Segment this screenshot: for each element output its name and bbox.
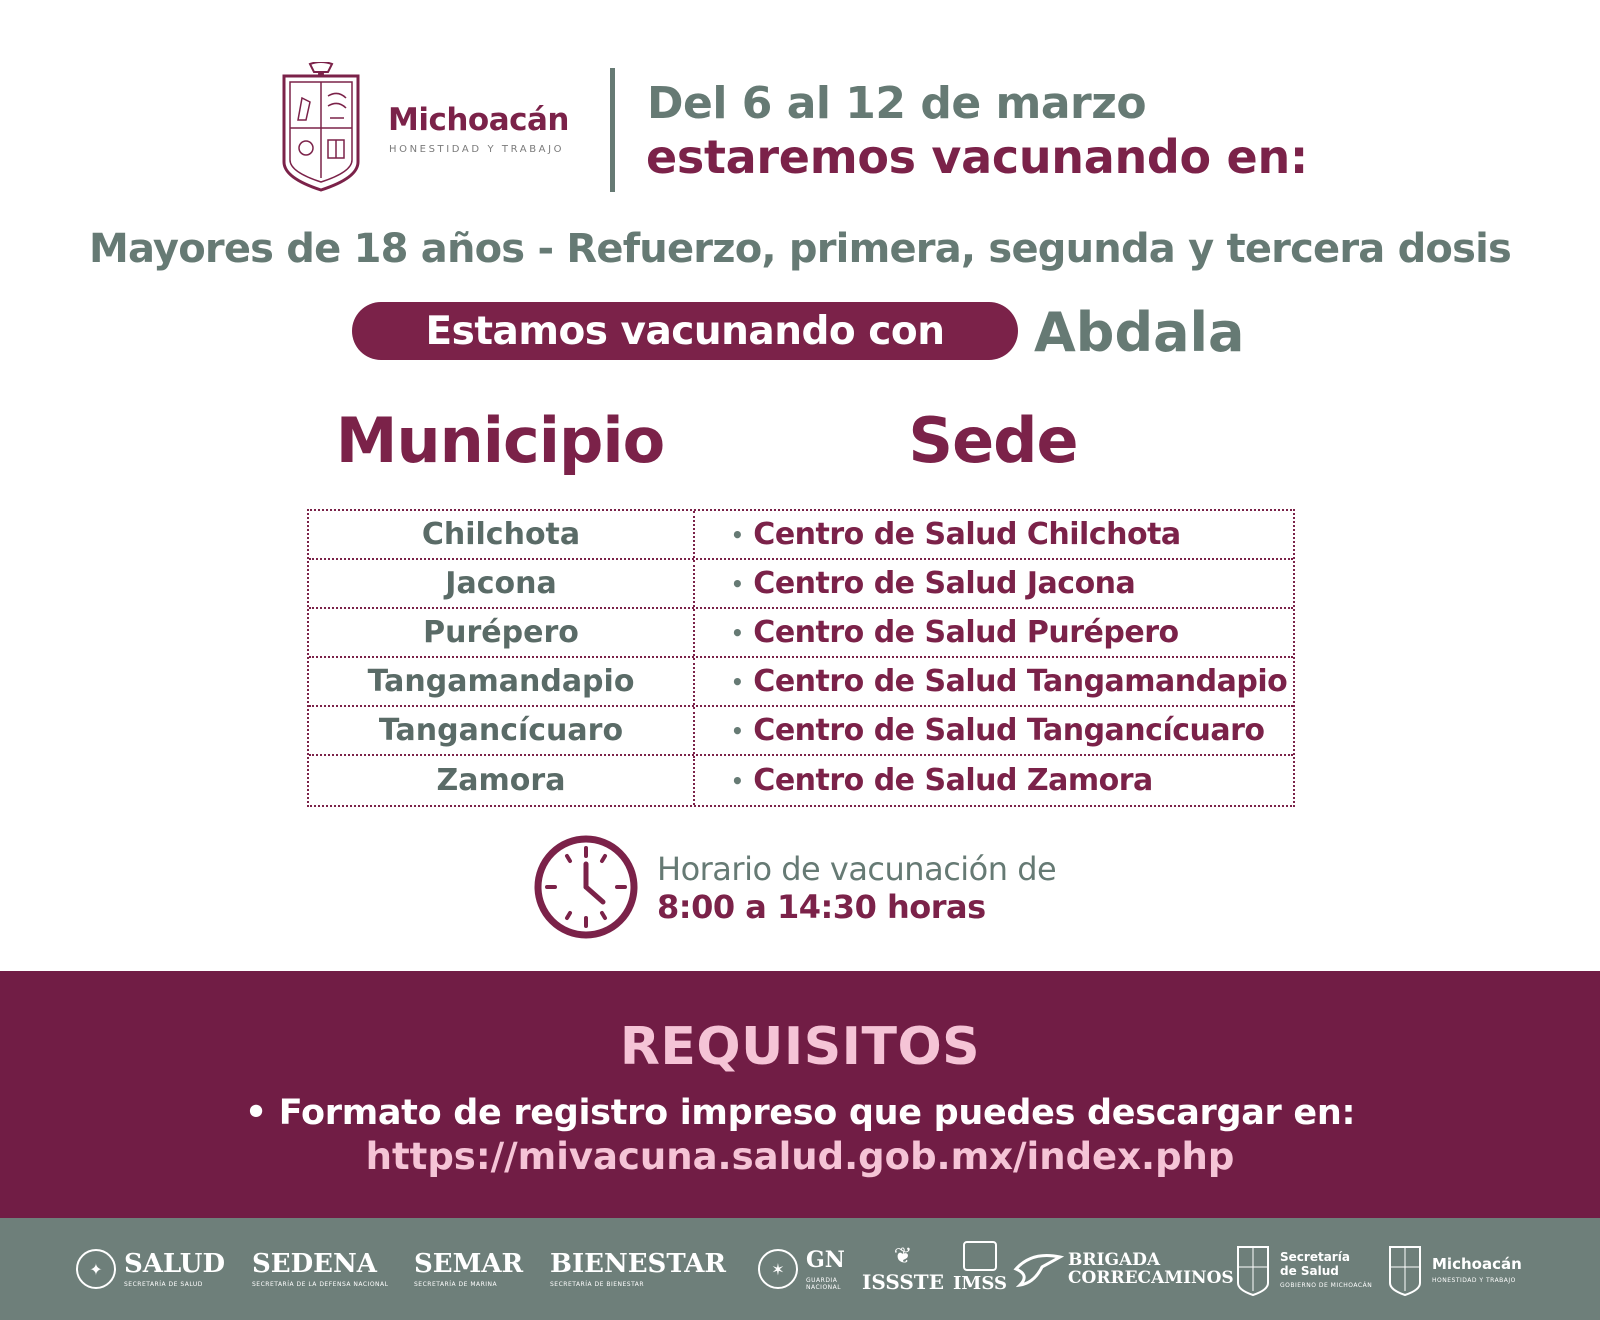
municipio-cell: Tangancícuaro (309, 707, 695, 754)
table-row (309, 707, 1293, 756)
requirement-item: • Formato de registro impreso que puedes descargar en: (244, 1093, 1356, 1133)
sede-name: Centro de Salud Tangancícuaro (753, 713, 1265, 748)
sede-name: Centro de Salud Zamora (753, 763, 1153, 798)
michoacan-crest-icon (1388, 1241, 1422, 1297)
salud-sub: SECRETARÍA DE SALUD (124, 1280, 203, 1288)
sede-name: Centro de Salud Chilchota (753, 517, 1181, 552)
semar-name: SEMAR (414, 1248, 524, 1279)
bienestar-sub: SECRETARÍA DE BIENESTAR (550, 1280, 645, 1288)
requirements-section (0, 971, 1600, 1218)
issste-emblem-icon: ❦ (893, 1243, 913, 1269)
sede-name: Centro de Salud Jacona (753, 566, 1136, 601)
eagle-seal-icon: ✶ (758, 1249, 798, 1289)
brand-motto: HONESTIDAD Y TRABAJO (389, 144, 565, 155)
table-row (309, 756, 1293, 805)
table-row (309, 511, 1293, 560)
sede-cell (695, 560, 1293, 607)
table-row (309, 658, 1293, 707)
download-link[interactable]: https://mivacuna.salud.gob.mx/index.php (365, 1135, 1235, 1178)
footer-logos (0, 1218, 1600, 1320)
sedena-name: SEDENA (252, 1248, 377, 1279)
semar-logo (414, 1218, 523, 1320)
correcaminos-icon (1012, 1249, 1064, 1289)
audience-line: Mayores de 18 años - Refuerzo, primera, segunda y tercera dosis (88, 226, 1512, 272)
imss-emblem-icon (963, 1241, 997, 1271)
sede-name: Centro de Salud Purépero (753, 615, 1179, 650)
imss-logo (953, 1218, 1007, 1320)
semar-sub: SECRETARÍA DE MARINA (414, 1280, 498, 1288)
table-row (309, 609, 1293, 658)
bullet-icon: • (731, 522, 744, 547)
sede-cell (695, 707, 1293, 754)
gn-name: GN (806, 1247, 845, 1273)
municipio-cell: Purépero (309, 609, 695, 656)
secretaria-line2: de Salud (1280, 1263, 1339, 1278)
date-range-heading: Del 6 al 12 de marzo (647, 78, 1147, 129)
brigada-line2: CORRECAMINOS (1068, 1268, 1234, 1288)
michoacan-footer-sub: HONESTIDAD Y TRABAJO (1432, 1276, 1516, 1284)
clock-icon (533, 834, 639, 940)
municipio-column-header: Municipio (335, 404, 665, 477)
sede-cell (695, 511, 1293, 558)
vaccine-label-pill: Estamos vacunando con (352, 302, 1018, 360)
vaccine-brand: Abdala (1034, 301, 1245, 364)
sede-column-header: Sede (908, 404, 1078, 477)
brigada-logo (1012, 1218, 1234, 1320)
bullet-icon: • (731, 768, 744, 793)
table-row (309, 560, 1293, 609)
salud-logo (76, 1218, 225, 1320)
gn-sub1: GUARDIA (806, 1277, 838, 1284)
header (280, 62, 1340, 200)
issste-logo (862, 1218, 944, 1320)
header-divider (610, 68, 615, 192)
gn-logo (758, 1218, 845, 1320)
salud-name: SALUD (124, 1248, 226, 1279)
sedena-logo (252, 1218, 389, 1320)
bienestar-name: BIENESTAR (550, 1248, 727, 1279)
brand-name: Michoacán (388, 102, 570, 138)
schedule-label: Horario de vacunación de (657, 850, 1057, 888)
bullet-icon: • (731, 718, 744, 743)
michoacan-footer-logo (1388, 1218, 1522, 1320)
sedena-sub: SECRETARÍA DE LA DEFENSA NACIONAL (252, 1280, 389, 1288)
sede-cell (695, 609, 1293, 656)
municipio-cell: Zamora (309, 756, 695, 805)
michoacan-crest-icon (280, 62, 362, 194)
sede-cell (695, 658, 1293, 705)
bullet-icon: • (731, 669, 744, 694)
issste-name: ISSSTE (862, 1269, 944, 1294)
sede-name: Centro de Salud Tangamandapio (753, 664, 1288, 699)
mexico-seal-icon: ✦ (76, 1249, 116, 1289)
municipio-cell: Tangamandapio (309, 658, 695, 705)
requirements-title: REQUISITOS (619, 1017, 981, 1077)
secretaria-salud-logo (1236, 1218, 1372, 1320)
bullet-icon: • (731, 620, 744, 645)
sede-cell (695, 756, 1293, 805)
bienestar-logo (550, 1218, 726, 1320)
vaccinating-heading: estaremos vacunando en: (646, 130, 1308, 184)
michoacan-crest-icon (1236, 1241, 1270, 1297)
locations-table (307, 509, 1295, 807)
bullet-icon: • (731, 571, 744, 596)
secretaria-line1: Secretaría (1280, 1249, 1350, 1264)
gn-sub2: NACIONAL (806, 1284, 842, 1291)
secretaria-sub: GOBIERNO DE MICHOACÁN (1280, 1281, 1373, 1289)
brigada-line1: BRIGADA (1068, 1250, 1161, 1270)
michoacan-footer-name: Michoacán (1432, 1254, 1522, 1273)
municipio-cell: Chilchota (309, 511, 695, 558)
schedule-hours: 8:00 a 14:30 horas (657, 888, 986, 926)
municipio-cell: Jacona (309, 560, 695, 607)
imss-name: IMSS (953, 1273, 1007, 1294)
